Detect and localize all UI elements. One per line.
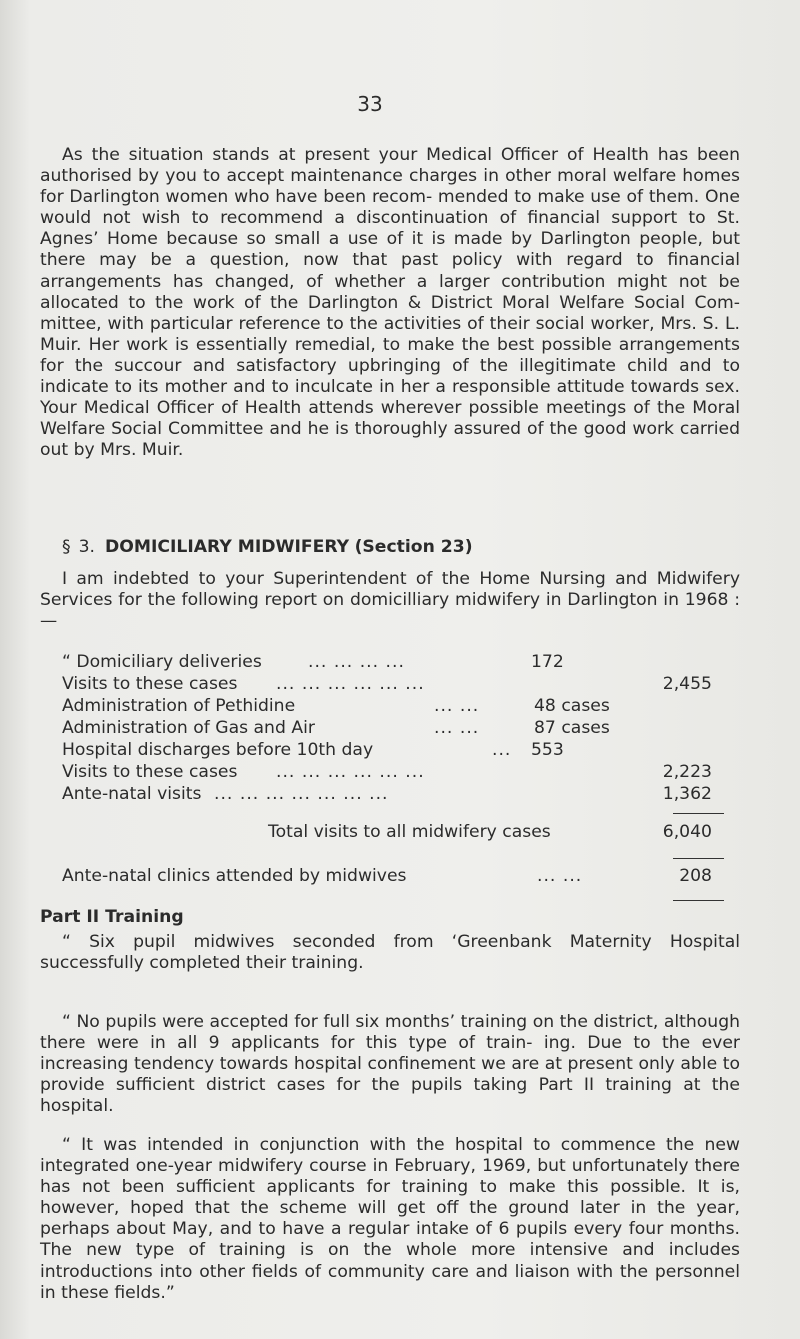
row-label: “ Domiciliary deliveries [62,652,262,672]
table-row [40,762,740,784]
row-leader-dots: ... ... ... ... ... ... [276,762,425,782]
table-row [40,652,740,674]
sum-rule [673,900,724,901]
row-leader-dots: ... ... [434,718,480,738]
row-count: 48 cases [534,696,610,716]
clinics-value: 208 [679,866,712,886]
row-label: Ante-natal visits [62,784,202,804]
clinics-label: Ante-natal clinics attended by midwives [62,866,407,886]
section-heading [62,537,473,558]
row-leader-dots: ... ... ... ... [308,652,405,672]
row-total: 2,455 [662,674,712,694]
table-row [40,674,740,696]
sum-rule [673,813,724,814]
row-total: 1,362 [662,784,712,804]
total-label: Total visits to all midwifery cases [268,822,551,842]
row-count: 87 cases [534,718,610,738]
table-row [40,784,740,806]
section-sign: § [62,537,71,557]
row-leader-dots: ... [492,740,512,760]
paragraph-moral-welfare: As the situation stands at present your Medical Officer of Health has been authorised by you to accept maintenance charges in other moral welfare homes for Darlington women who have been recom- mended to make use of them. One would not wish to recommend a discontinuation of financial support to St. Agnes’ Home because so small a use of it is made by Darlington people, but there may be a question, now that past policy with regard to financial arrangements has changed, of whether a larger contribution might not be allocated to the work of the Darlington & District Moral Welfare Social Com- mittee, with particular reference to the activities of their social worker, Mrs. S. L. Muir. Her work is essentially remedial, to make the best possible arrangements for the succour and satisfactory upbringing of the illegitimate child and to indicate to its mother and to inculcate in her a responsible attitude towards sex. Your Medical Officer of Health attends wherever possible meetings of the Moral Welfare Social Committee and he is thoroughly assured of the good work carried out by Mrs. Muir. [40,145,740,461]
row-leader-dots: ... ... [434,696,480,716]
sum-rule [673,858,724,859]
total-row [40,822,740,844]
row-label: Visits to these cases [62,674,238,694]
paragraph-integrated-course: “ It was intended in conjunction with the hospital to commence the new integrated one-year midwifery course in February, 1969, but unfortunately there has not been sufficient applicants for training to make this possible. It is, however, hoped that the scheme will get off the ground later in the year, perhaps about May, and to have a regular intake of 6 pupils every four months. The new type of training is on the whole more intensive and includes introductions into other fields of community care and liaison with the personnel in these fields.” [40,1135,740,1303]
row-leader-dots: ... ... ... ... ... ... [276,674,425,694]
section-title: DOMICILIARY MIDWIFERY [105,537,350,557]
section-number: 3. [78,537,95,557]
row-count: 553 [531,740,564,760]
table-row [40,696,740,718]
paragraph-no-pupils: “ No pupils were accepted for full six months’ training on the district, although there were in all 9 applicants for this type of train- ing. Due to the ever increasing tendency towards hospital confinement we are at present only able to provide sufficient district cases for the pupils taking Part II training at the hospital. [40,1012,740,1117]
row-label: Hospital discharges before 10th day [62,740,374,760]
row-label: Visits to these cases [62,762,238,782]
part-heading: Part II Training [40,907,184,927]
paragraph-pupils-completed: “ Six pupil midwives seconded from ‘Greenbank Maternity Hospital successfully completed their training. [40,932,740,974]
row-leader-dots: ... ... ... ... ... ... ... [214,784,389,804]
section-reference: (Section 23) [354,537,473,557]
table-row [40,740,740,762]
row-label: Administration of Gas and Air [62,718,315,738]
row-count: 172 [531,652,564,672]
total-value: 6,040 [662,822,712,842]
page-number: 33 [357,92,383,116]
row-leader-dots: ... ... [537,866,583,886]
paragraph-report-intro: I am indebted to your Superintendent of the Home Nursing and Midwifery Services for the following report on domicilliary midwifery in Darlington in 1968 :— [40,569,740,632]
table-row [40,718,740,740]
row-total: 2,223 [662,762,712,782]
row-label: Administration of Pethidine [62,696,296,716]
clinics-row [40,866,740,888]
